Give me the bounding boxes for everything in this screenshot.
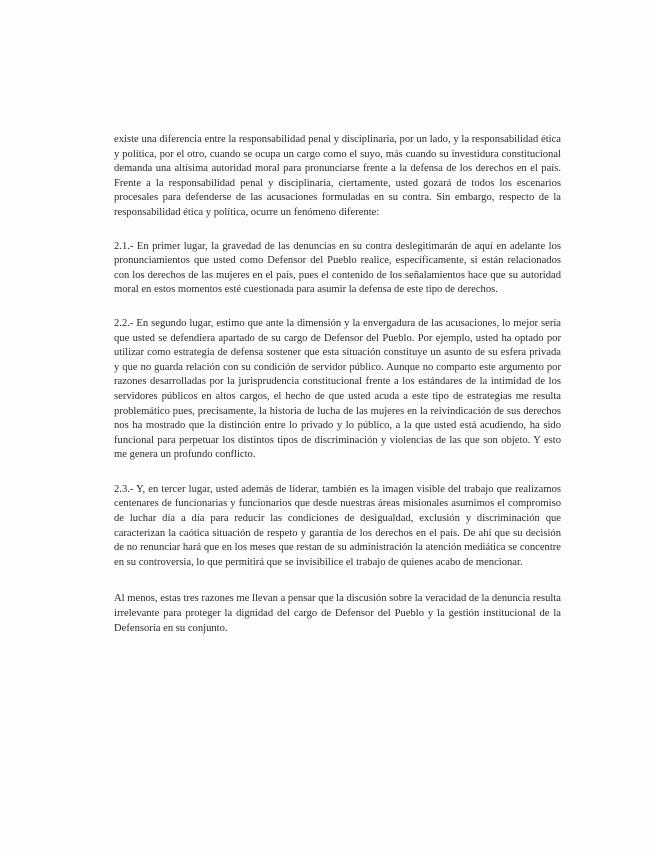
paragraph-2-3: 2.3.- Y, en tercer lugar, usted además de líderar, también es la imagen visible del trabajo que realizamos centenares de funcionarias y funcionarios que desde nuestras áreas misionales asumimos el compromiso de luchar día a día para reducir las condiciones de desigualdad, exclusión y discriminación que caracterizan la caótica situación de respeto y garantía de los derechos en el país. De ahí que su decisión de no renunciar hará que en los meses que restan de su administración la atención mediática se concentre en su controversia, lo que permitirá que se invisibilice el trabajo de quienes acabo de mencionar. bbox=[114, 483, 561, 568]
paragraph-2-2: 2.2.- En segundo lugar, estimo que ante la dimensión y la envergadura de las acusaciones, lo mejor sería que usted se defendiera apartado de su cargo de Defensor del Pueblo. Por ejemplo, usted ha optado por utilizar como estrategia de defensa sostener que esta situación constituye un asunto de su esfera privada y que no guarda relación con su condición de servidor público. Aunque no comparto este argumento por razones desarrolladas por la jurisprudencia constitucional frente a los estándares de la intimidad de los servidores públicos en altos cargos, el hecho de que usted acuda a este tipo de estrategias me resulta problemático pues, precisamente, la historia de lucha de las mujeres en la reivindicación de sus derechos nos ha mostrado que la distinción entre lo privado y lo público, a la que usted está acudiendo, ha sido funcional para perpetuar los distintos tipos de discriminación y violencias de las que son objeto. Y esto me genera un profundo conflicto. bbox=[114, 317, 561, 461]
paragraph-conclusion: Al menos, estas tres razones me llevan a pensar que la discusión sobre la veracidad de la denuncia resulta irrelevante para proteger la dignidad del cargo de Defensor del Pueblo y la gestión institucional de la Defensoría en su conjunto. bbox=[114, 593, 561, 634]
paragraph-2-1: 2.1.- En primer lugar, la gravedad de las denuncias en su contra deslegitimarán de aquí en adelante los pronunciamientos que usted como Defensor del Pueblo realice, específicamente, si están relacionados con los derechos de las mujeres en el país, pues el contenido de los señalamientos hace que su autoridad moral en estos momentos esté cuestionada para asumir la defensa de este tipo de derechos. bbox=[114, 240, 561, 296]
paragraph-intro: existe una diferencia entre la responsabilidad penal y disciplinaria, por un lado, y la responsabilidad ética y política, por el otro, cuando se ocupa un cargo como el suyo, más cuando su investidura constitucional demanda una altísima autoridad moral para pronunciarse frente a la defensa de los derechos en el país. Frente a la responsabilidad penal y disciplinaria, ciertamente, usted gozará de todos los escenarios procesales para defenderse de las acusaciones formuladas en su contra. Sin embargo, respecto de la responsabilidad ética y política, ocurre un fenómeno diferente: bbox=[114, 134, 561, 218]
